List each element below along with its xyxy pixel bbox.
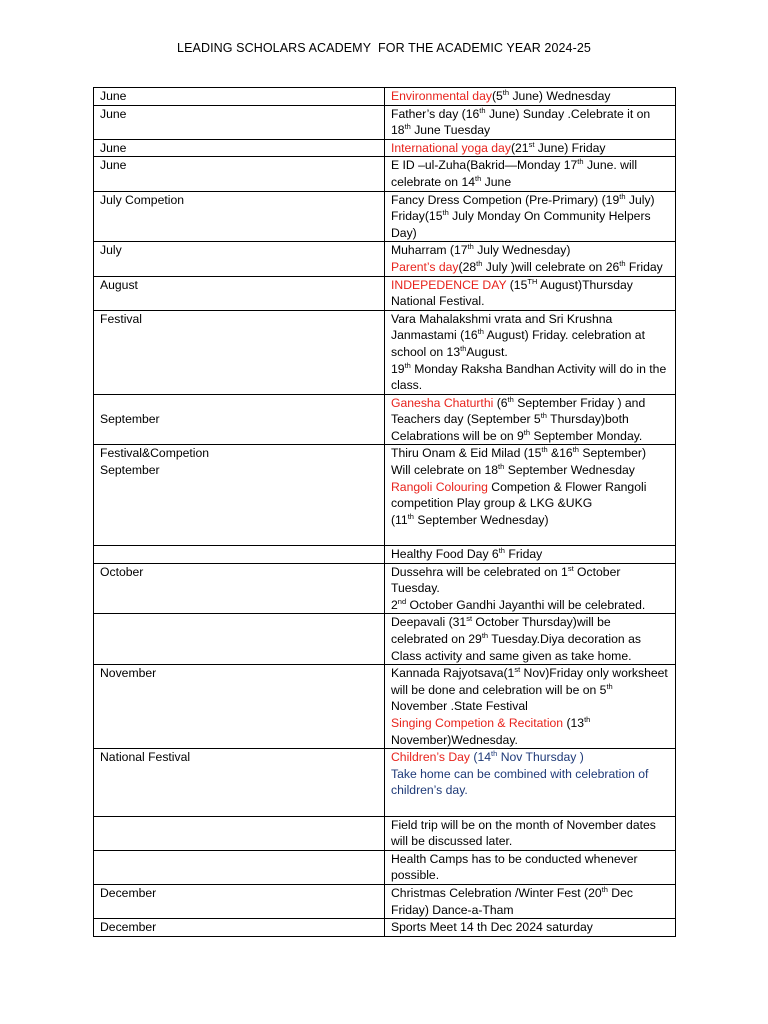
event-text (391, 885, 669, 918)
event-text-segment: Thiru Onam & Eid Milad (15 (391, 446, 542, 461)
event-text-segment: Tuesday.Diya decoration as Class activity and same given as take home. (391, 632, 641, 663)
event-cell (385, 157, 676, 191)
event-text-segment: August)Thursday National Festival. (391, 277, 633, 309)
month-cell (94, 884, 385, 918)
event-text-segment: th (540, 411, 547, 421)
event-text-segment: 2 (391, 597, 398, 612)
event-text (391, 88, 669, 105)
event-text-segment: st (466, 614, 473, 624)
highlighted-event-name: Rangoli Colouring (391, 479, 488, 494)
event-text (391, 157, 669, 190)
event-text (391, 277, 669, 310)
event-text-segment: Father’s day (16 (391, 106, 480, 121)
event-text-segment: th (477, 327, 484, 337)
event-text-segment: Muharram (17 (391, 243, 468, 258)
table-row (94, 139, 676, 157)
event-text-segment: th (606, 681, 613, 691)
event-text-segment: (14 (470, 750, 492, 765)
event-text (391, 817, 669, 850)
event-text-segment: th (572, 445, 579, 455)
table-row (94, 394, 676, 445)
event-text-segment: Christmas Celebration /Winter Fest (20 (391, 885, 602, 900)
event-cell (385, 310, 676, 394)
event-text-segment: th (619, 191, 626, 201)
event-text-segment: Field trip will be on the month of November dates will be discussed later. (391, 817, 656, 849)
event-text-segment: th (541, 445, 548, 455)
event-text-segment: August. (466, 344, 508, 359)
event-text-segment: July Monday On Community Helpers Day) (391, 209, 651, 240)
event-text-segment: August) Friday. celebration at school on 13 (391, 328, 645, 359)
month-cell (94, 546, 385, 564)
month-cell (94, 276, 385, 310)
event-text-segment: September Wednesday (504, 463, 635, 478)
event-text (391, 919, 669, 936)
month-cell (94, 310, 385, 394)
month-label: National Festival (100, 750, 191, 765)
event-text-segment: Thursday)both Celabrations will be on 9 (391, 412, 629, 443)
month-cell (94, 139, 385, 157)
month-cell (94, 850, 385, 884)
event-text-segment: th (523, 427, 531, 437)
event-text-segment: th (460, 343, 467, 353)
event-cell (385, 816, 676, 850)
event-cell (385, 242, 676, 276)
event-text-segment: th (498, 462, 505, 471)
event-text-segment: th (481, 630, 489, 640)
table-row (94, 157, 676, 191)
event-text-segment: September) Will celebrate on 18 (391, 446, 647, 478)
event-text-segment: July Wednesday) (473, 243, 571, 258)
month-cell (94, 394, 385, 445)
event-cell (385, 88, 676, 106)
event-text-segment: Deepavali (31 (391, 615, 467, 630)
table-row (94, 665, 676, 749)
event-text-segment: th (475, 173, 482, 183)
event-text-segment: June) Friday (534, 140, 606, 155)
event-text-segment: st (514, 665, 521, 675)
event-text-segment: 19 (391, 361, 405, 376)
event-cell (385, 665, 676, 749)
event-text-segment: E ID –ul-Zuha(Bakrid—Monday 17 (391, 158, 578, 173)
event-text-segment: September Friday ) and Teachers day (September 5 (391, 395, 646, 427)
event-text (391, 259, 669, 276)
event-text-segment: Healthy Food Day 6 (391, 547, 499, 562)
event-text-segment: th (507, 394, 514, 404)
event-text (391, 445, 669, 478)
event-text (391, 395, 669, 445)
month-label: December (100, 920, 157, 935)
event-text-segment (391, 529, 394, 543)
month-label (100, 614, 378, 631)
event-text-segment: th (577, 157, 584, 167)
event-text-segment: th (404, 122, 411, 132)
month-cell (94, 563, 385, 614)
event-text-segment: (21 (510, 140, 529, 155)
month-label: June (100, 106, 127, 121)
highlighted-event-name: International yoga day (391, 140, 511, 155)
month-label: Festival&Competion (100, 446, 210, 461)
event-text-segment: th (479, 105, 486, 115)
event-text-segment: (6 (493, 395, 508, 410)
event-text (391, 361, 669, 394)
table-row (94, 276, 676, 310)
month-label: July Competion (100, 192, 184, 207)
month-cell (94, 157, 385, 191)
table-row (94, 749, 676, 816)
event-text-segment: th (407, 511, 414, 521)
event-text-segment: th (498, 545, 505, 555)
highlighted-event-name: Environmental day (391, 89, 492, 103)
event-text-segment: Sports Meet 14 th Dec 2024 saturday (391, 920, 593, 935)
event-text (391, 242, 669, 259)
event-text-segment: Friday (625, 259, 663, 274)
month-cell (94, 88, 385, 106)
month-label: September (100, 412, 160, 427)
event-text-segment: Take home can be combined with celebration of children’s day. (391, 766, 649, 798)
event-cell (385, 276, 676, 310)
month-label: June (100, 89, 127, 103)
event-text-segment: th (442, 208, 449, 218)
event-text (391, 749, 669, 766)
table-row (94, 445, 676, 546)
event-text-segment: June) Sunday .Celebrate it on 18 (391, 106, 651, 138)
event-cell (385, 191, 676, 242)
event-text-segment: Dec Friday) Dance-a-Tham (391, 885, 633, 917)
event-text-segment: th (502, 87, 510, 97)
event-text-segment: Kannada Rajyotsava(1 (391, 666, 515, 681)
event-text-segment: Fancy Dress Competion (Pre-Primary) (19 (391, 192, 620, 207)
event-text-segment: September Wednesday) (413, 512, 549, 527)
table-row (94, 105, 676, 139)
event-text-segment: (5 (491, 89, 503, 103)
event-text-segment: October Tuesday. (391, 564, 621, 596)
table-row (94, 242, 676, 276)
event-text (391, 311, 669, 361)
event-text-segment: th (584, 714, 591, 724)
month-cell (94, 445, 385, 546)
event-text-segment: th (404, 360, 411, 370)
event-cell (385, 394, 676, 445)
event-text (391, 546, 669, 563)
event-text-segment: th (601, 884, 608, 894)
month-label: June (100, 158, 127, 173)
event-cell (385, 850, 676, 884)
month-label: September (100, 463, 160, 478)
month-cell (94, 749, 385, 816)
event-text (391, 665, 669, 715)
event-text (391, 851, 669, 884)
month-label: July (100, 243, 122, 258)
event-cell (385, 919, 676, 937)
month-label (100, 817, 378, 834)
month-label: December (100, 885, 157, 900)
event-text (391, 766, 669, 799)
event-text-segment: (13 (563, 715, 585, 730)
table-row (94, 88, 676, 106)
event-text (391, 715, 669, 748)
table-row (94, 546, 676, 564)
event-cell (385, 139, 676, 157)
event-text (391, 192, 669, 242)
event-cell (385, 445, 676, 546)
event-text-segment: October Gandhi Jayanthi will be celebrated. (406, 597, 646, 612)
event-text-segment: st (528, 139, 535, 149)
event-text-segment: Vara Mahalakshmi vrata and Sri Krushna Janmastami (16 (391, 311, 613, 343)
event-text-segment: Nov Thursday ) (497, 750, 584, 765)
event-cell (385, 884, 676, 918)
event-text-segment: Friday (504, 547, 543, 562)
table-row (94, 816, 676, 850)
event-text-segment: July )will celebrate on 26 (482, 259, 620, 274)
event-text-segment: June Tuesday (410, 123, 491, 138)
month-label: November (100, 666, 157, 681)
event-text-segment: TH (527, 276, 538, 286)
academic-calendar-table (93, 87, 676, 937)
table-row (94, 884, 676, 918)
event-text-segment: th (491, 749, 498, 759)
table-row (94, 614, 676, 665)
event-text-segment: (28 (458, 259, 477, 274)
event-cell (385, 563, 676, 614)
event-text (391, 614, 669, 664)
event-cell (385, 749, 676, 816)
month-cell (94, 242, 385, 276)
table-row (94, 919, 676, 937)
event-cell (385, 614, 676, 665)
event-text-segment (391, 800, 394, 814)
highlighted-event-name: Parent’s day (391, 259, 459, 274)
event-text (391, 512, 669, 529)
event-cell (385, 105, 676, 139)
event-text-segment: November)Wednesday. (391, 732, 518, 747)
event-text (391, 479, 669, 512)
event-text-segment: (11 (391, 512, 408, 527)
event-text-segment: st (567, 563, 574, 573)
event-text-segment: June) Wednesday (509, 89, 611, 103)
event-text (391, 799, 669, 816)
event-text-segment: Dussehra will be celebrated on 1 (391, 564, 568, 579)
highlighted-event-name: Singing Competion & Recitation (391, 715, 564, 730)
event-text-segment: &16 (547, 446, 573, 461)
event-text-segment: Monday Raksha Bandhan Activity will do in the class. (391, 361, 667, 393)
event-text-segment: th (619, 258, 626, 268)
event-text-segment: (15 (506, 277, 528, 292)
month-label (100, 851, 378, 868)
highlighted-event-name: Children’s Day (391, 750, 471, 765)
month-label: October (100, 564, 144, 579)
month-label: Festival (100, 311, 142, 326)
month-cell (94, 816, 385, 850)
event-text-segment: June (481, 174, 512, 189)
month-cell (94, 614, 385, 665)
table-row (94, 850, 676, 884)
document-title: LEADING SCHOLARS ACADEMY FOR THE ACADEMIC YEAR 2024-25 (177, 41, 591, 55)
event-text-segment: November .State Festival (391, 699, 528, 714)
event-text-segment: Health Camps has to be conducted whenever possible. (391, 851, 638, 883)
event-text-segment: nd (397, 596, 407, 606)
month-label: August (100, 277, 138, 292)
month-label: June (100, 140, 127, 155)
event-text-segment: Nov)Friday only worksheet will be done and celebration will be on 5 (391, 666, 668, 697)
event-text (391, 597, 669, 614)
highlighted-event-name: Ganesha Chaturthi (391, 395, 494, 410)
event-text-segment: October Thursday)will be celebrated on 29 (391, 615, 611, 646)
table-row (94, 563, 676, 614)
event-text-segment: June. will celebrate on 14 (391, 158, 638, 189)
month-label (100, 546, 378, 563)
month-cell (94, 191, 385, 242)
month-cell (94, 105, 385, 139)
table-row (94, 310, 676, 394)
event-text-segment: Competion & Flower Rangoli competition Play group & LKG &UKG (391, 479, 647, 511)
calendar-table-body (94, 88, 676, 937)
event-text-segment: July) Friday(15 (391, 192, 655, 224)
event-text (391, 106, 669, 139)
highlighted-event-name: INDEPEDENCE DAY (391, 277, 507, 292)
event-text (391, 140, 669, 157)
month-cell (94, 919, 385, 937)
event-text-segment: th (476, 258, 483, 268)
event-cell (385, 546, 676, 564)
event-text (391, 528, 669, 545)
month-cell (94, 665, 385, 749)
event-text-segment: September Monday. (530, 428, 643, 443)
table-row (94, 191, 676, 242)
event-text (391, 564, 669, 597)
event-text-segment: th (467, 242, 474, 252)
